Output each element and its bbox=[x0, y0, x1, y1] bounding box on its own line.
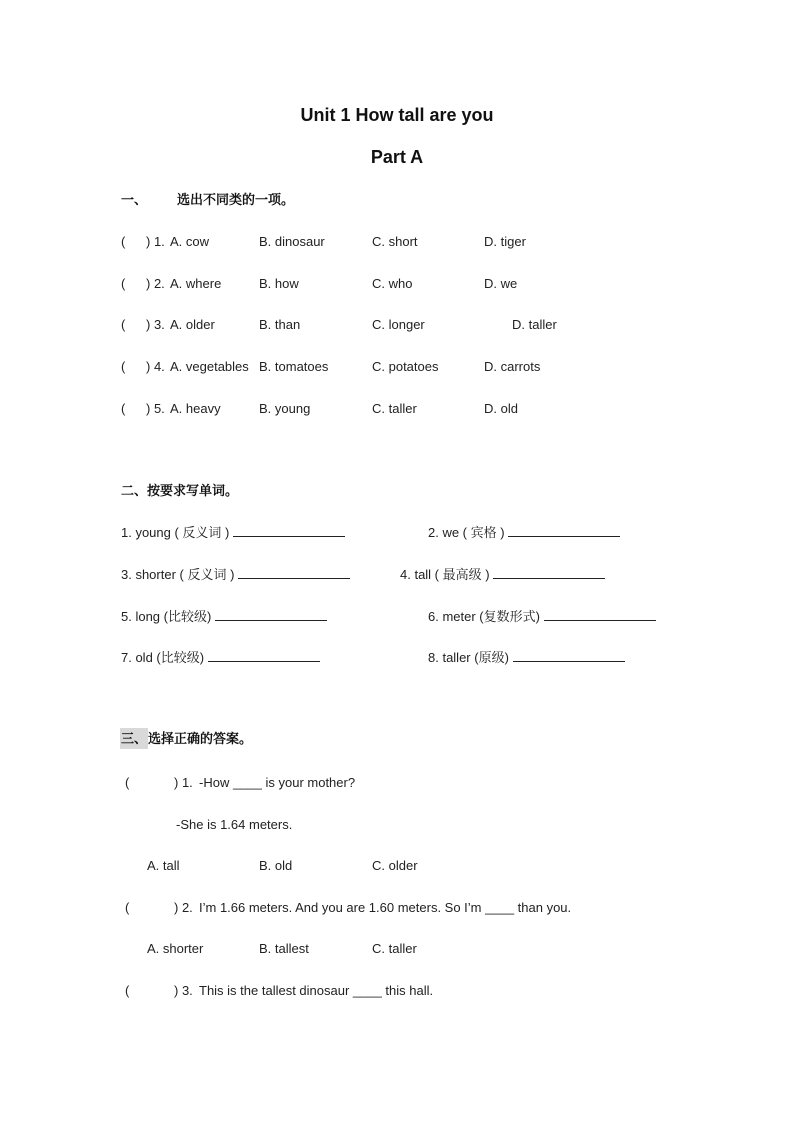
answer-blank[interactable] bbox=[215, 610, 327, 621]
option-a: A. older bbox=[170, 317, 215, 332]
question-text: -How ____ is your mother? bbox=[199, 775, 356, 790]
word-prompt: 6. meter (复数形式) bbox=[428, 609, 540, 624]
page-subtitle: Part A bbox=[370, 147, 424, 167]
word-item-4 bbox=[400, 567, 605, 583]
section1-heading: 选出不同类的一项。 bbox=[177, 192, 295, 207]
question-number: ) 3. bbox=[146, 317, 165, 332]
answer-paren-open: ( bbox=[121, 276, 126, 291]
option-b: B. tallest bbox=[259, 941, 309, 956]
option-c: C. potatoes bbox=[372, 359, 439, 374]
section1-number: 一、 bbox=[121, 192, 148, 207]
option-a: A. vegetables bbox=[170, 359, 249, 374]
question-number: ) 1. bbox=[146, 234, 165, 249]
answer-paren-open: ( bbox=[125, 983, 130, 998]
option-c: C. taller bbox=[372, 401, 417, 416]
option-c: C. taller bbox=[372, 941, 417, 956]
question-text: I’m 1.66 meters. And you are 1.60 meters. So I’m ____ than you. bbox=[199, 900, 572, 915]
word-prompt: 7. old (比较级) bbox=[121, 650, 205, 665]
page-title: Unit 1 How tall are you bbox=[300, 105, 494, 125]
option-d: D. tiger bbox=[484, 234, 526, 249]
question-number: ) 2. bbox=[146, 276, 165, 291]
question-number: ) 2. bbox=[174, 900, 193, 915]
answer-paren-open: ( bbox=[121, 234, 126, 249]
section3-heading-block bbox=[120, 731, 252, 747]
option-c: C. longer bbox=[372, 317, 425, 332]
question-number: ) 5. bbox=[146, 401, 165, 416]
answer-blank[interactable] bbox=[208, 651, 320, 662]
word-prompt: 3. shorter ( 反义词 ) bbox=[121, 567, 235, 582]
section3-number: 三、 bbox=[120, 728, 148, 749]
answer-paren-open: ( bbox=[121, 359, 126, 374]
option-a: A. tall bbox=[147, 858, 180, 873]
option-b: B. than bbox=[259, 317, 301, 332]
word-item-6 bbox=[428, 609, 656, 625]
option-b: B. tomatoes bbox=[259, 359, 329, 374]
question-number: ) 4. bbox=[146, 359, 165, 374]
option-c: C. older bbox=[372, 858, 418, 873]
word-prompt: 1. young ( 反义词 ) bbox=[121, 525, 230, 540]
answer-paren-open: ( bbox=[125, 775, 130, 790]
option-c: C. short bbox=[372, 234, 418, 249]
question-number: ) 3. bbox=[174, 983, 193, 998]
section2-heading: 二、按要求写单词。 bbox=[121, 483, 239, 498]
word-prompt: 8. taller (原级) bbox=[428, 650, 509, 665]
option-b: B. old bbox=[259, 858, 293, 873]
answer-blank[interactable] bbox=[233, 526, 345, 537]
option-d: D. taller bbox=[512, 317, 557, 332]
option-c: C. who bbox=[372, 276, 413, 291]
answer-paren-open: ( bbox=[125, 900, 130, 915]
question-reply: -She is 1.64 meters. bbox=[176, 817, 293, 832]
word-item-7 bbox=[121, 650, 320, 666]
option-a: A. heavy bbox=[170, 401, 221, 416]
question-number: ) 1. bbox=[174, 775, 193, 790]
option-b: B. young bbox=[259, 401, 311, 416]
section3-heading: 选择正确的答案。 bbox=[148, 731, 253, 746]
option-a: A. shorter bbox=[147, 941, 204, 956]
word-item-1 bbox=[121, 525, 345, 541]
option-d: D. old bbox=[484, 401, 518, 416]
answer-blank[interactable] bbox=[544, 610, 656, 621]
answer-paren-open: ( bbox=[121, 317, 126, 332]
answer-blank[interactable] bbox=[513, 651, 625, 662]
word-prompt: 5. long (比较级) bbox=[121, 609, 212, 624]
answer-paren-open: ( bbox=[121, 401, 126, 416]
word-item-3 bbox=[121, 567, 350, 583]
answer-blank[interactable] bbox=[508, 526, 620, 537]
answer-blank[interactable] bbox=[493, 568, 605, 579]
word-prompt: 4. tall ( 最高级 ) bbox=[400, 567, 490, 582]
word-item-8 bbox=[428, 650, 625, 666]
option-d: D. carrots bbox=[484, 359, 541, 374]
answer-blank[interactable] bbox=[238, 568, 350, 579]
word-prompt: 2. we ( 宾格 ) bbox=[428, 525, 505, 540]
word-item-5 bbox=[121, 609, 327, 625]
option-a: A. where bbox=[170, 276, 222, 291]
word-item-2 bbox=[428, 525, 620, 541]
option-b: B. dinosaur bbox=[259, 234, 325, 249]
option-a: A. cow bbox=[170, 234, 210, 249]
option-b: B. how bbox=[259, 276, 299, 291]
question-text: This is the tallest dinosaur ____ this hall. bbox=[199, 983, 434, 998]
option-d: D. we bbox=[484, 276, 518, 291]
